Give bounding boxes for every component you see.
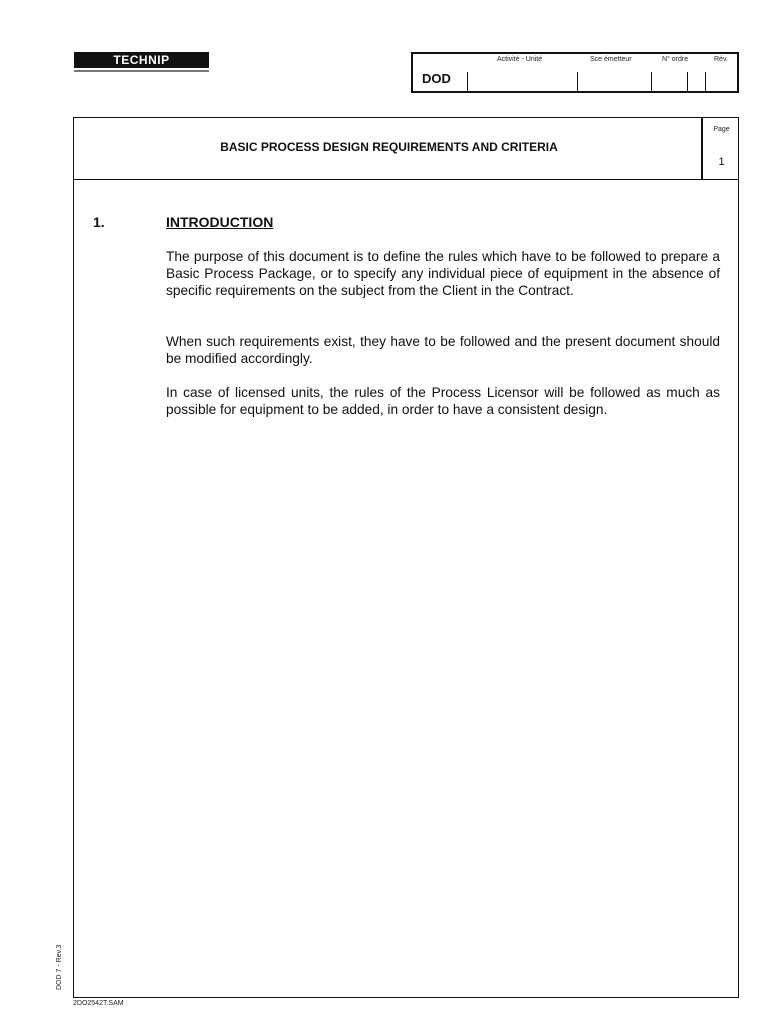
ref-divider (687, 72, 688, 91)
page-number: 1 (718, 156, 725, 168)
footer-file-code: 2DO2542T.SAM (73, 1000, 124, 1007)
ref-divider (651, 72, 652, 91)
paragraph-licensed-units: In case of licensed units, the rules of the Process Licensor will be followed as much as possible for equipment to be added, in order to have a consistent design. (166, 385, 720, 417)
technip-logo (74, 52, 209, 72)
page-cell (701, 118, 738, 180)
ref-divider (705, 72, 706, 91)
document-reference-box (411, 52, 739, 93)
side-form-code: DOD 7 - Rev.3 (56, 944, 63, 990)
title-block (74, 118, 738, 180)
section-heading: INTRODUCTION (166, 214, 274, 230)
page-label: Page (713, 126, 730, 133)
ref-divider (577, 72, 578, 91)
page-frame (73, 117, 739, 998)
section-number: 1. (93, 214, 105, 230)
document-title: BASIC PROCESS DESIGN REQUIREMENTS AND CRITERIA (220, 140, 558, 154)
ref-divider (467, 72, 468, 91)
ref-header-ordre: N° ordre (662, 56, 689, 63)
ref-prefix: DOD (422, 71, 451, 86)
ref-header-emetteur: Sce émetteur (590, 56, 632, 63)
paragraph-requirements: When such requirements exist, they have to be followed and the present document should be modified accordingly. (166, 334, 720, 366)
paragraph-purpose: The purpose of this document is to define the rules which have to be followed to prepare a Basic Process Package, or to specify any individual piece of equipment in the absence of specific requirements on the subject from the Client in the Contract. (166, 249, 720, 298)
ref-header-activite: Activité - Unité (497, 56, 543, 63)
logo-underline (74, 70, 209, 72)
logo-text: TECHNIP (74, 52, 209, 68)
ref-header-rev: Rév. (714, 56, 728, 63)
